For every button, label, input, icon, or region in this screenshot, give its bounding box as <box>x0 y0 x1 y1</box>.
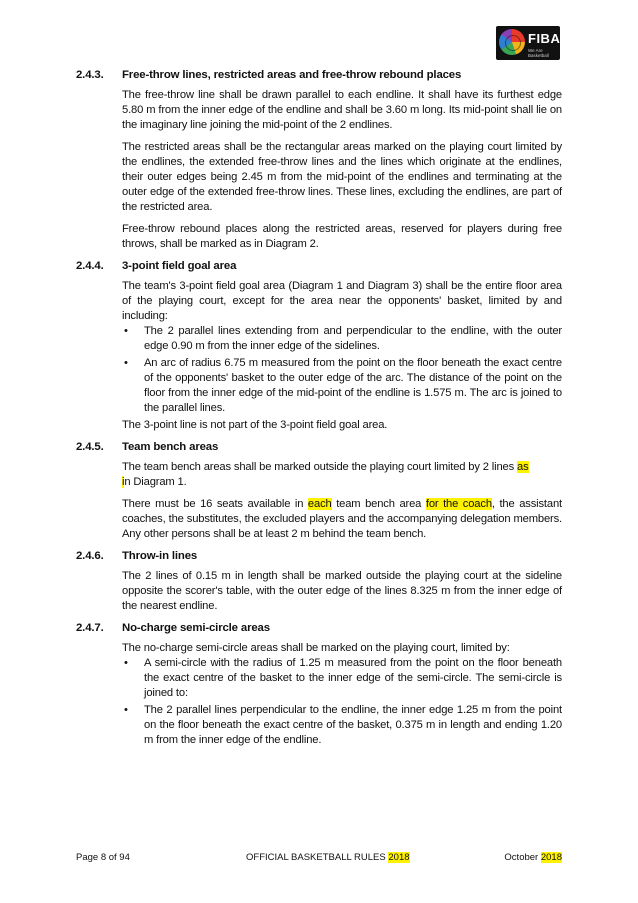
logo-word: FIBA <box>528 31 560 46</box>
paragraph <box>122 497 562 542</box>
section-heading <box>76 549 562 564</box>
list-item <box>122 703 562 748</box>
section-heading <box>76 259 562 274</box>
section-number: 2.4.7. <box>76 622 104 634</box>
fiba-logo <box>496 26 560 60</box>
section-2-4-6 <box>76 549 562 614</box>
text-run: There must be 16 seats available in <box>122 498 308 510</box>
section-body <box>122 641 562 748</box>
section-number: 2.4.4. <box>76 260 104 272</box>
section-heading <box>76 621 562 636</box>
list-item <box>122 324 562 354</box>
text-run: team bench area <box>331 498 426 510</box>
highlighted-text: 2018 <box>388 852 410 863</box>
bullet-list <box>122 656 562 748</box>
section-heading <box>76 68 562 83</box>
logo-tagline: We Are Basketball <box>528 48 549 58</box>
page-number: Page 8 of 94 <box>76 852 130 863</box>
paragraph: Free-throw rebound places along the restricted areas, reserved for players during free throws, shall be marked as in Diagram 2. <box>122 223 562 250</box>
highlighted-text: as <box>517 461 529 473</box>
section-2-4-3 <box>76 68 562 252</box>
paragraph: The free-throw line shall be drawn parallel to each endline. It shall have its furthest edge 5.80 m from the inner edge of the endline and shall be 3.60 m long. Its mid-point shall lie on the imaginary line joining the mid-point of the 2 endlines. <box>122 89 562 131</box>
section-title: 3-point field goal area <box>122 260 237 272</box>
text-run: , the assistant coaches, the substitutes, the excluded players and the accompanying delegation members. Any other persons shall be at least 2 m behind the team bench. <box>122 498 562 540</box>
page-content <box>76 68 562 753</box>
text-run: The team bench areas shall be marked outside the playing court limited by 2 lines <box>122 461 518 473</box>
footer-date-text: October <box>504 852 541 863</box>
highlighted-text: 2018 <box>540 852 562 863</box>
paragraph <box>122 460 562 490</box>
paragraph: The 2 lines of 0.15 m in length shall be marked outside the playing court at the sideline opposite the scorer's table, with the outer edge of the lines 8.325 m from the inner edge of the nearest endline. <box>122 570 562 612</box>
bullet-icon: • <box>124 657 128 669</box>
highlighted-text: for the coach <box>425 498 492 510</box>
bullet-icon: • <box>124 357 128 369</box>
bullet-icon: • <box>124 704 128 716</box>
list-item <box>122 356 562 416</box>
section-2-4-5 <box>76 440 562 542</box>
section-title: Team bench areas <box>122 441 219 453</box>
section-body <box>122 460 562 542</box>
list-item-text: The 2 parallel lines extending from and perpendicular to the endline, with the outer edge 0.90 m from the inner edge of the sidelines. <box>144 325 562 352</box>
list-item-text: A semi-circle with the radius of 1.25 m measured from the point on the floor beneath the exact centre of the basket to the inner edge of the semi-circle. The semi-circle is joined to: <box>144 657 562 699</box>
basketball-icon <box>499 29 525 55</box>
section-body <box>122 569 562 614</box>
bullet-icon: • <box>124 325 128 337</box>
section-title: Throw-in lines <box>122 550 198 562</box>
paragraph: The no-charge semi-circle areas shall be marked on the playing court, limited by: <box>122 642 510 654</box>
list-item-text: An arc of radius 6.75 m measured from the point on the floor beneath the exact centre of the opponents' basket to the outer edge of the arc. The distance of the point on the floor from the inner edge of the mid-point of the endline is 1.575 m. The arc is joined to the parallel lines. <box>144 357 562 414</box>
section-2-4-4 <box>76 259 562 433</box>
bullet-list <box>122 324 562 416</box>
section-body <box>122 279 562 433</box>
list-item-text: The 2 parallel lines perpendicular to the endline, the inner edge 1.25 m from the point on the floor beneath the exact centre of the basket, 0.375 m in length and ending 1.20 m from the inner edge of the endline. <box>144 704 562 746</box>
section-body <box>122 88 562 252</box>
highlighted-text: each <box>307 498 332 510</box>
section-2-4-7 <box>76 621 562 748</box>
highlighted-text: i <box>122 476 125 488</box>
section-heading <box>76 440 562 455</box>
paragraph: The team's 3-point field goal area (Diagram 1 and Diagram 3) shall be the entire floor area of the playing court, except for the area near the opponents' basket, limited by and including: <box>122 280 562 322</box>
section-number: 2.4.3. <box>76 69 104 81</box>
footer-title-text: OFFICIAL BASKETBALL RULES <box>246 852 389 863</box>
paragraph: The 3-point line is not part of the 3-point field goal area. <box>122 419 388 431</box>
footer-title <box>246 852 410 863</box>
section-number: 2.4.6. <box>76 550 104 562</box>
section-title: No-charge semi-circle areas <box>122 622 270 634</box>
paragraph: The restricted areas shall be the rectangular areas marked on the playing court limited by the endlines, the extended free-throw lines and the lines which originate at the endlines, their outer edges being 2.45 m from the mid-point of the endlines and terminating at the outer edge of the extended free-throw lines. These lines, excluding the endlines, are part of the restricted area. <box>122 141 562 213</box>
list-item <box>122 656 562 701</box>
section-title: Free-throw lines, restricted areas and free-throw rebound places <box>122 69 462 81</box>
page-footer <box>76 852 562 868</box>
section-number: 2.4.5. <box>76 441 104 453</box>
text-run: n Diagram 1. <box>124 476 187 488</box>
footer-date <box>504 852 562 863</box>
